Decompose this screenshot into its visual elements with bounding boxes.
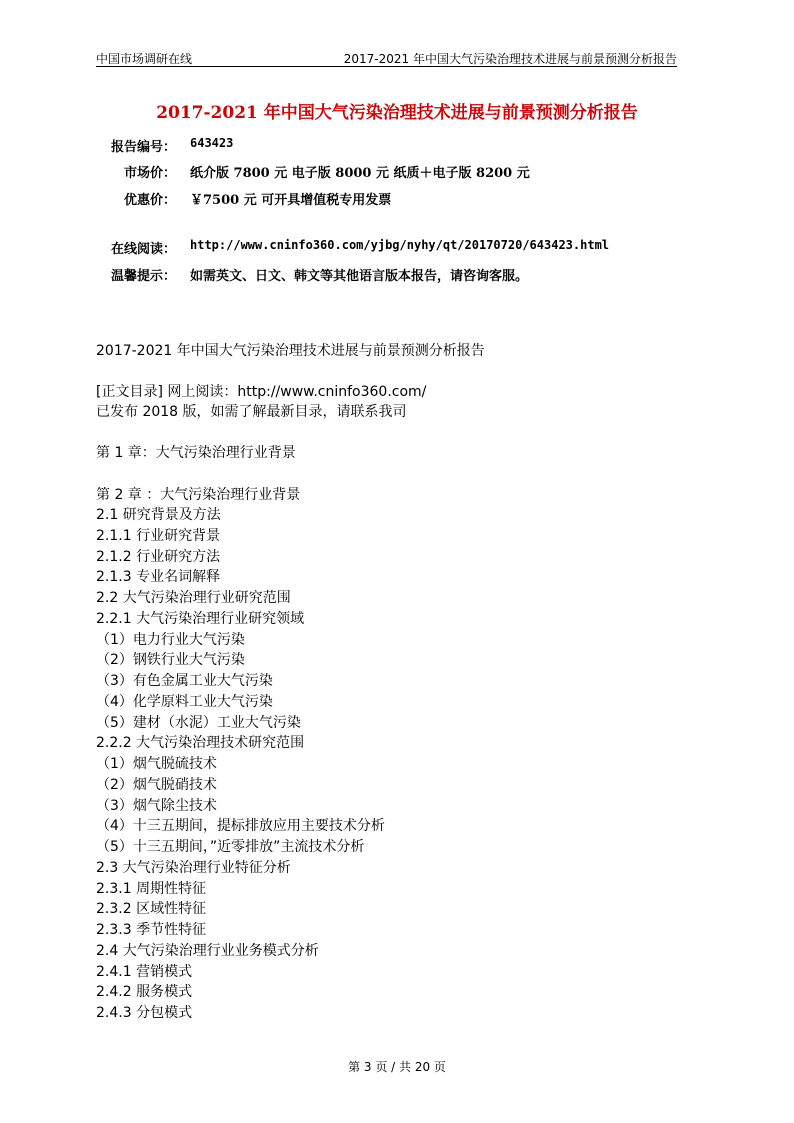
- toc-item: （1）电力行业大气污染: [96, 631, 245, 648]
- toc-item: （2）烟气脱硝技术: [96, 776, 217, 793]
- toc-item: 2.3.3 季节性特征: [96, 922, 207, 938]
- toc-item: 2.1 研究背景及方法: [96, 507, 221, 523]
- content-title: 2017-2021 年中国大气污染治理技术进展与前景预测分析报告: [96, 343, 485, 359]
- toc-item: （2）钢铁行业大气污染: [96, 652, 245, 669]
- toc-item: （1）烟气脱硫技术: [96, 756, 217, 772]
- chapter-2-heading: 第 2 章 ：大气污染治理行业背景: [96, 487, 301, 503]
- tip-label: 温馨提示：: [110, 269, 176, 284]
- toc-item: 2.3.1 周期性特征: [96, 880, 207, 897]
- toc-item: （4）化学原料工业大气污染: [96, 693, 273, 710]
- price-row: [123, 162, 530, 181]
- update-notice: 已发布 2018 版，如需了解最新目录，请联系我司: [96, 404, 407, 420]
- toc-item: 2.3.2 区域性特征: [96, 901, 207, 918]
- report-number-row: [110, 136, 234, 155]
- toc-item: 2.4.1 营销模式: [96, 963, 193, 980]
- online-reading-label: 在线阅读：: [110, 242, 176, 257]
- online-reading-link[interactable]: http://www.cninfo360.com/yjbg/nyhy/qt/20170720/643423.html: [190, 238, 610, 252]
- header-divider: [96, 66, 677, 67]
- toc-item: 2.4.2 服务模式: [96, 984, 193, 1001]
- price-value: 纸介版 7800 元 电子版 8000 元 纸质＋电子版 8200 元: [190, 166, 530, 181]
- toc-item: （5）建材（水泥）工业大气污染: [96, 714, 301, 731]
- discount-label: 优惠价：: [123, 193, 176, 208]
- header-doc-title: 2017-2021 年中国大气污染治理技术进展与前景预测分析报告: [343, 52, 677, 66]
- toc-item: （3）烟气除尘技术: [96, 797, 217, 814]
- report-number: 643423: [190, 136, 234, 150]
- header-site-name: 中国市场调研在线: [96, 52, 193, 66]
- toc-item: 2.4.3 分包模式: [96, 1005, 193, 1021]
- toc-item: 2.1.3 专业名词解释: [96, 569, 221, 586]
- page-number: 第 3 页 / 共 20 页: [348, 1060, 446, 1074]
- discount-row: [123, 189, 392, 208]
- discount-value: ￥7500 元 可开具增值税专用发票: [190, 193, 392, 208]
- tip-text: 如需英文、日文、韩文等其他语言版本报告，请咨询客服。: [190, 269, 529, 284]
- tip-row: [110, 265, 529, 284]
- toc-item: 2.4 大气污染治理行业业务模式分析: [96, 942, 319, 959]
- report-title: 2017-2021 年中国大气污染治理技术进展与前景预测分析报告: [156, 103, 638, 123]
- toc-link-line[interactable]: [正文目录] 网上阅读：http://www.cninfo360.com/: [96, 384, 427, 400]
- toc-item: （3）有色金属工业大气污染: [96, 673, 273, 689]
- toc-item: 2.1.1 行业研究背景: [96, 527, 221, 544]
- toc-item: 2.3 大气污染治理行业特征分析: [96, 859, 291, 876]
- report-number-label: 报告编号：: [110, 140, 176, 155]
- toc-item: 2.2.2 大气污染治理技术研究范围: [96, 735, 305, 752]
- toc-item: （4）十三五期间，提标排放应用主要技术分析: [96, 818, 385, 835]
- chapter-1-heading: 第 1 章：大气污染治理行业背景: [96, 445, 296, 461]
- toc-item: 2.2.1 大气污染治理行业研究领域: [96, 610, 305, 627]
- price-label: 市场价：: [123, 166, 176, 181]
- online-reading-row: [110, 238, 610, 257]
- toc-item: （5）十三五期间，”近零排放”主流技术分析: [96, 839, 365, 855]
- toc-item: 2.2 大气污染治理行业研究范围: [96, 590, 291, 606]
- toc-item: 2.1.2 行业研究方法: [96, 548, 221, 565]
